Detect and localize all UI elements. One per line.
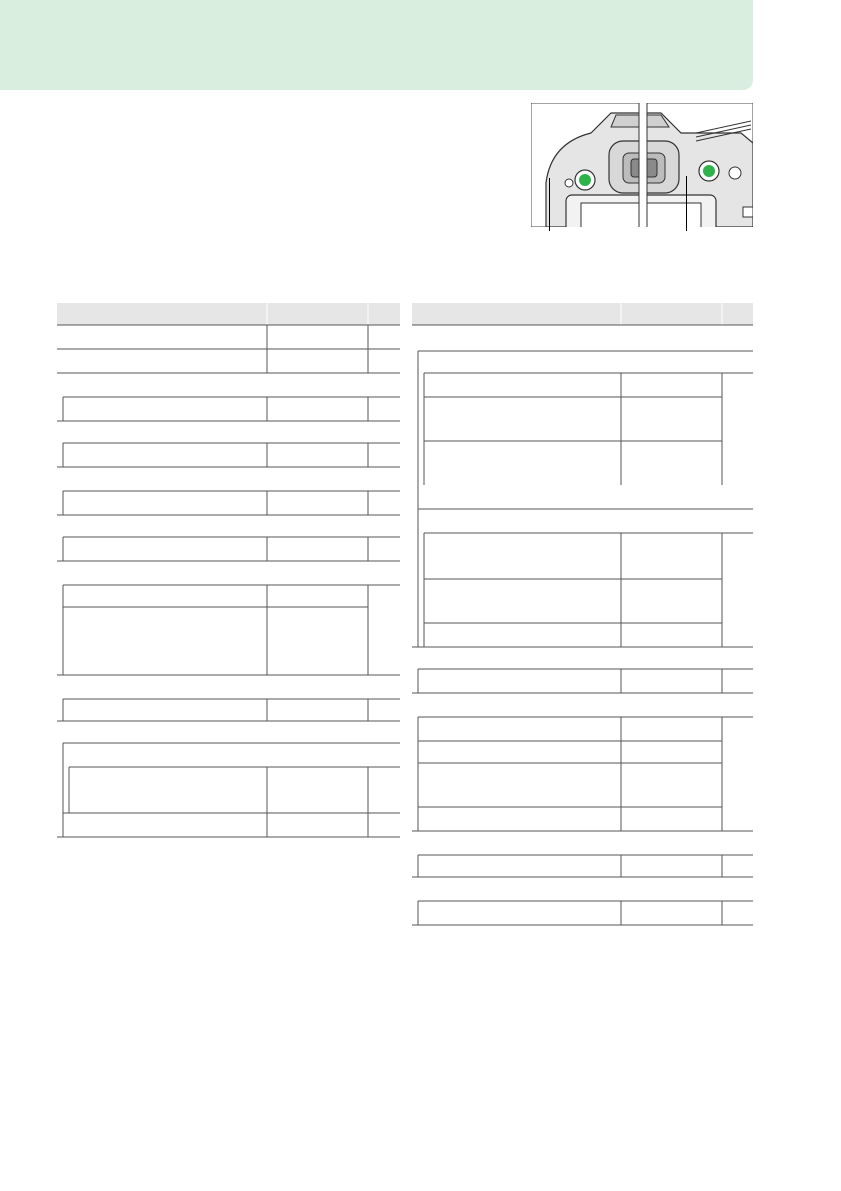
callout-line-left bbox=[549, 178, 550, 231]
right-spec-table bbox=[412, 303, 753, 929]
left-spec-table bbox=[57, 303, 400, 843]
header-band bbox=[0, 0, 753, 90]
callout-line-right bbox=[686, 176, 687, 231]
side-tab bbox=[753, 0, 841, 90]
camera-back-view bbox=[531, 103, 753, 227]
